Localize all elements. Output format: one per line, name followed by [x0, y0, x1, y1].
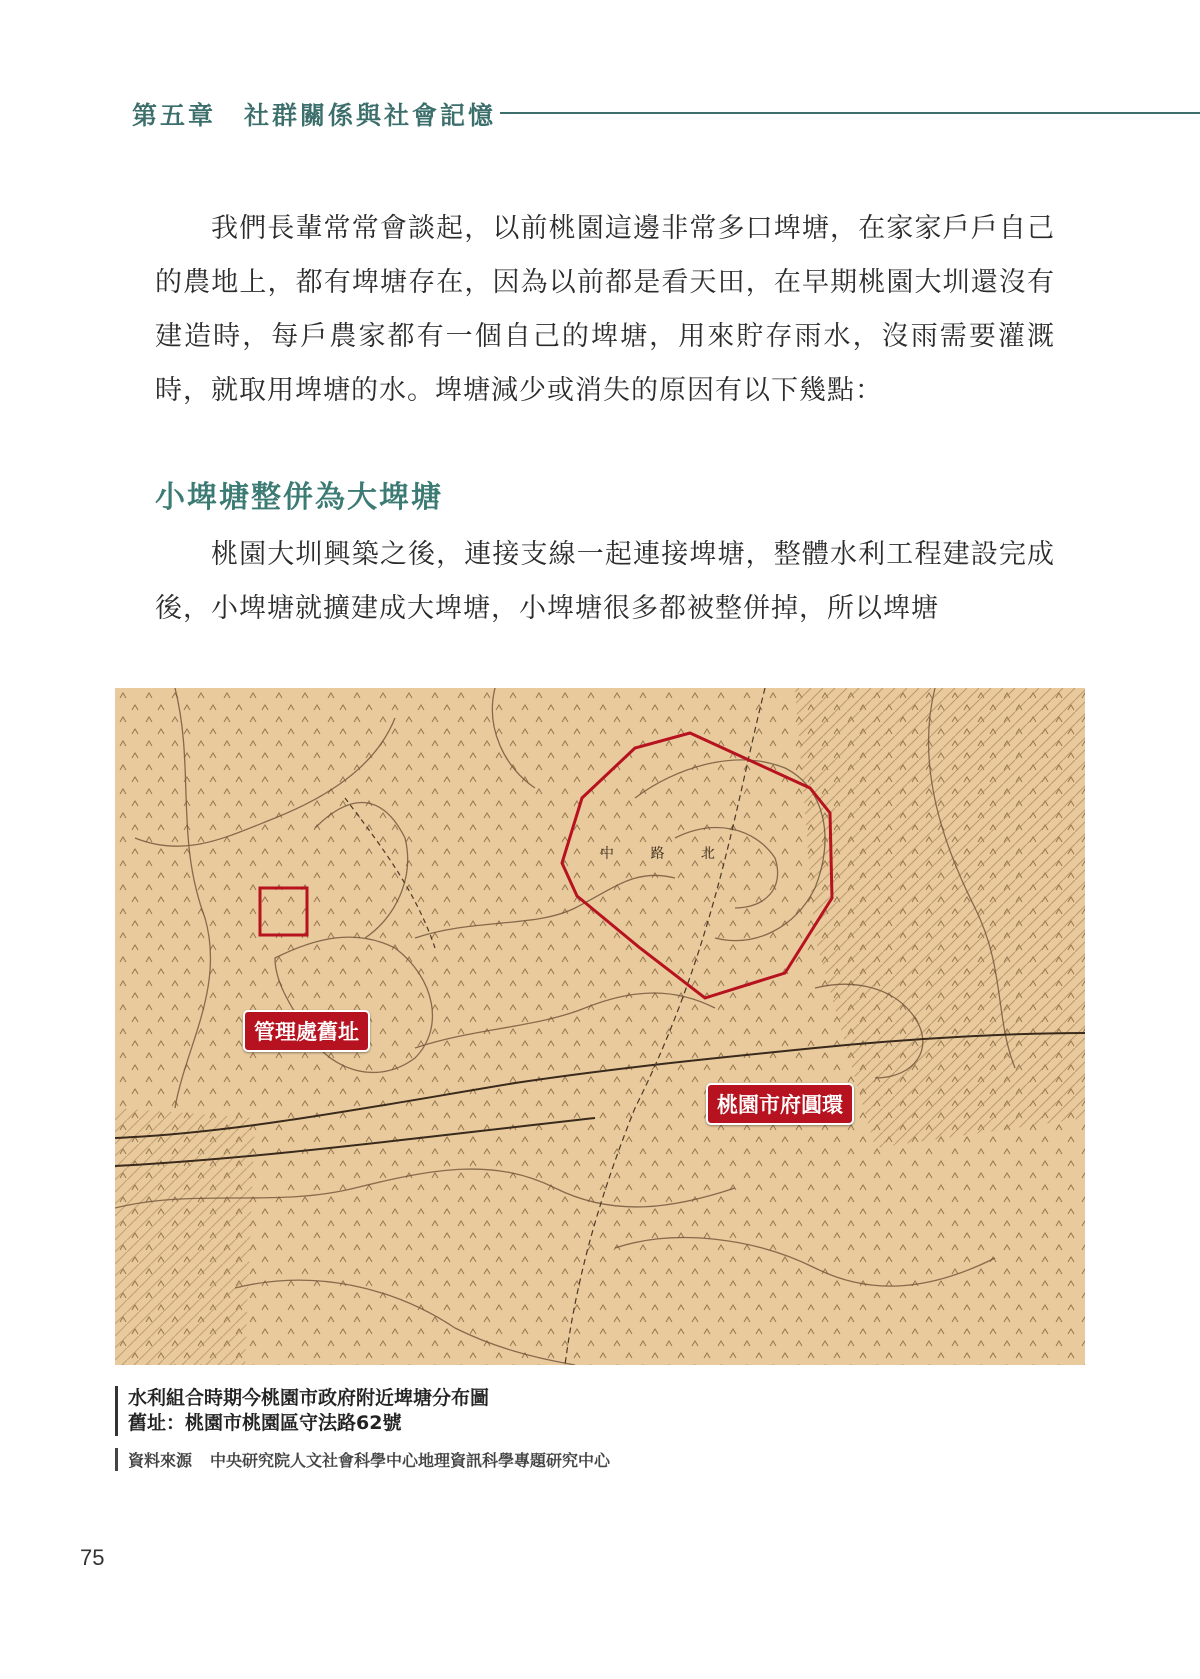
source-text: 中央研究院人文社會科學中心地理資訊科學專題研究中心 — [210, 1451, 611, 1470]
page-number: 75 — [80, 1545, 105, 1570]
chapter-header — [132, 96, 1200, 130]
section-title: 小埤塘整併為大埤塘 — [155, 480, 443, 515]
map-road-label: 中 路 北 — [600, 846, 731, 862]
caption-address: 舊址：桃園市桃園區守法路62號 — [128, 1412, 402, 1434]
caption-title: 水利組合時期今桃園市政府附近埤塘分布圖 — [128, 1387, 490, 1409]
chapter-title: 第五章 社群關係與社會記憶 — [132, 101, 497, 130]
management-office-label: 管理處舊址 — [243, 1010, 370, 1052]
intro-paragraph: 我們長輩常常會談起，以前桃園這邊非常多口埤塘，在家家戶戶自己的農地上，都有埤塘存在，因為以前都是看天田，在早期桃園大圳還沒有建造時，每戶農家都有一個自己的埤塘，用來貯存雨水，沒雨需要灌溉時，就取用埤塘的水。埤塘減少或消失的原因有以下幾點： — [155, 213, 1055, 406]
historical-map — [115, 688, 1085, 1365]
source-label: 資料來源 — [128, 1451, 193, 1470]
header-rule — [500, 112, 1200, 114]
figure-caption — [115, 1386, 489, 1436]
section-paragraph: 桃園大圳興築之後，連接支線一起連接埤塘，整體水利工程建設完成後，小埤塘就擴建成大埤塘，小埤塘很多都被整併掉，所以埤塘 — [155, 539, 1055, 624]
city-hall-label: 桃園市府圓環 — [706, 1083, 854, 1125]
source-credit — [115, 1448, 610, 1471]
